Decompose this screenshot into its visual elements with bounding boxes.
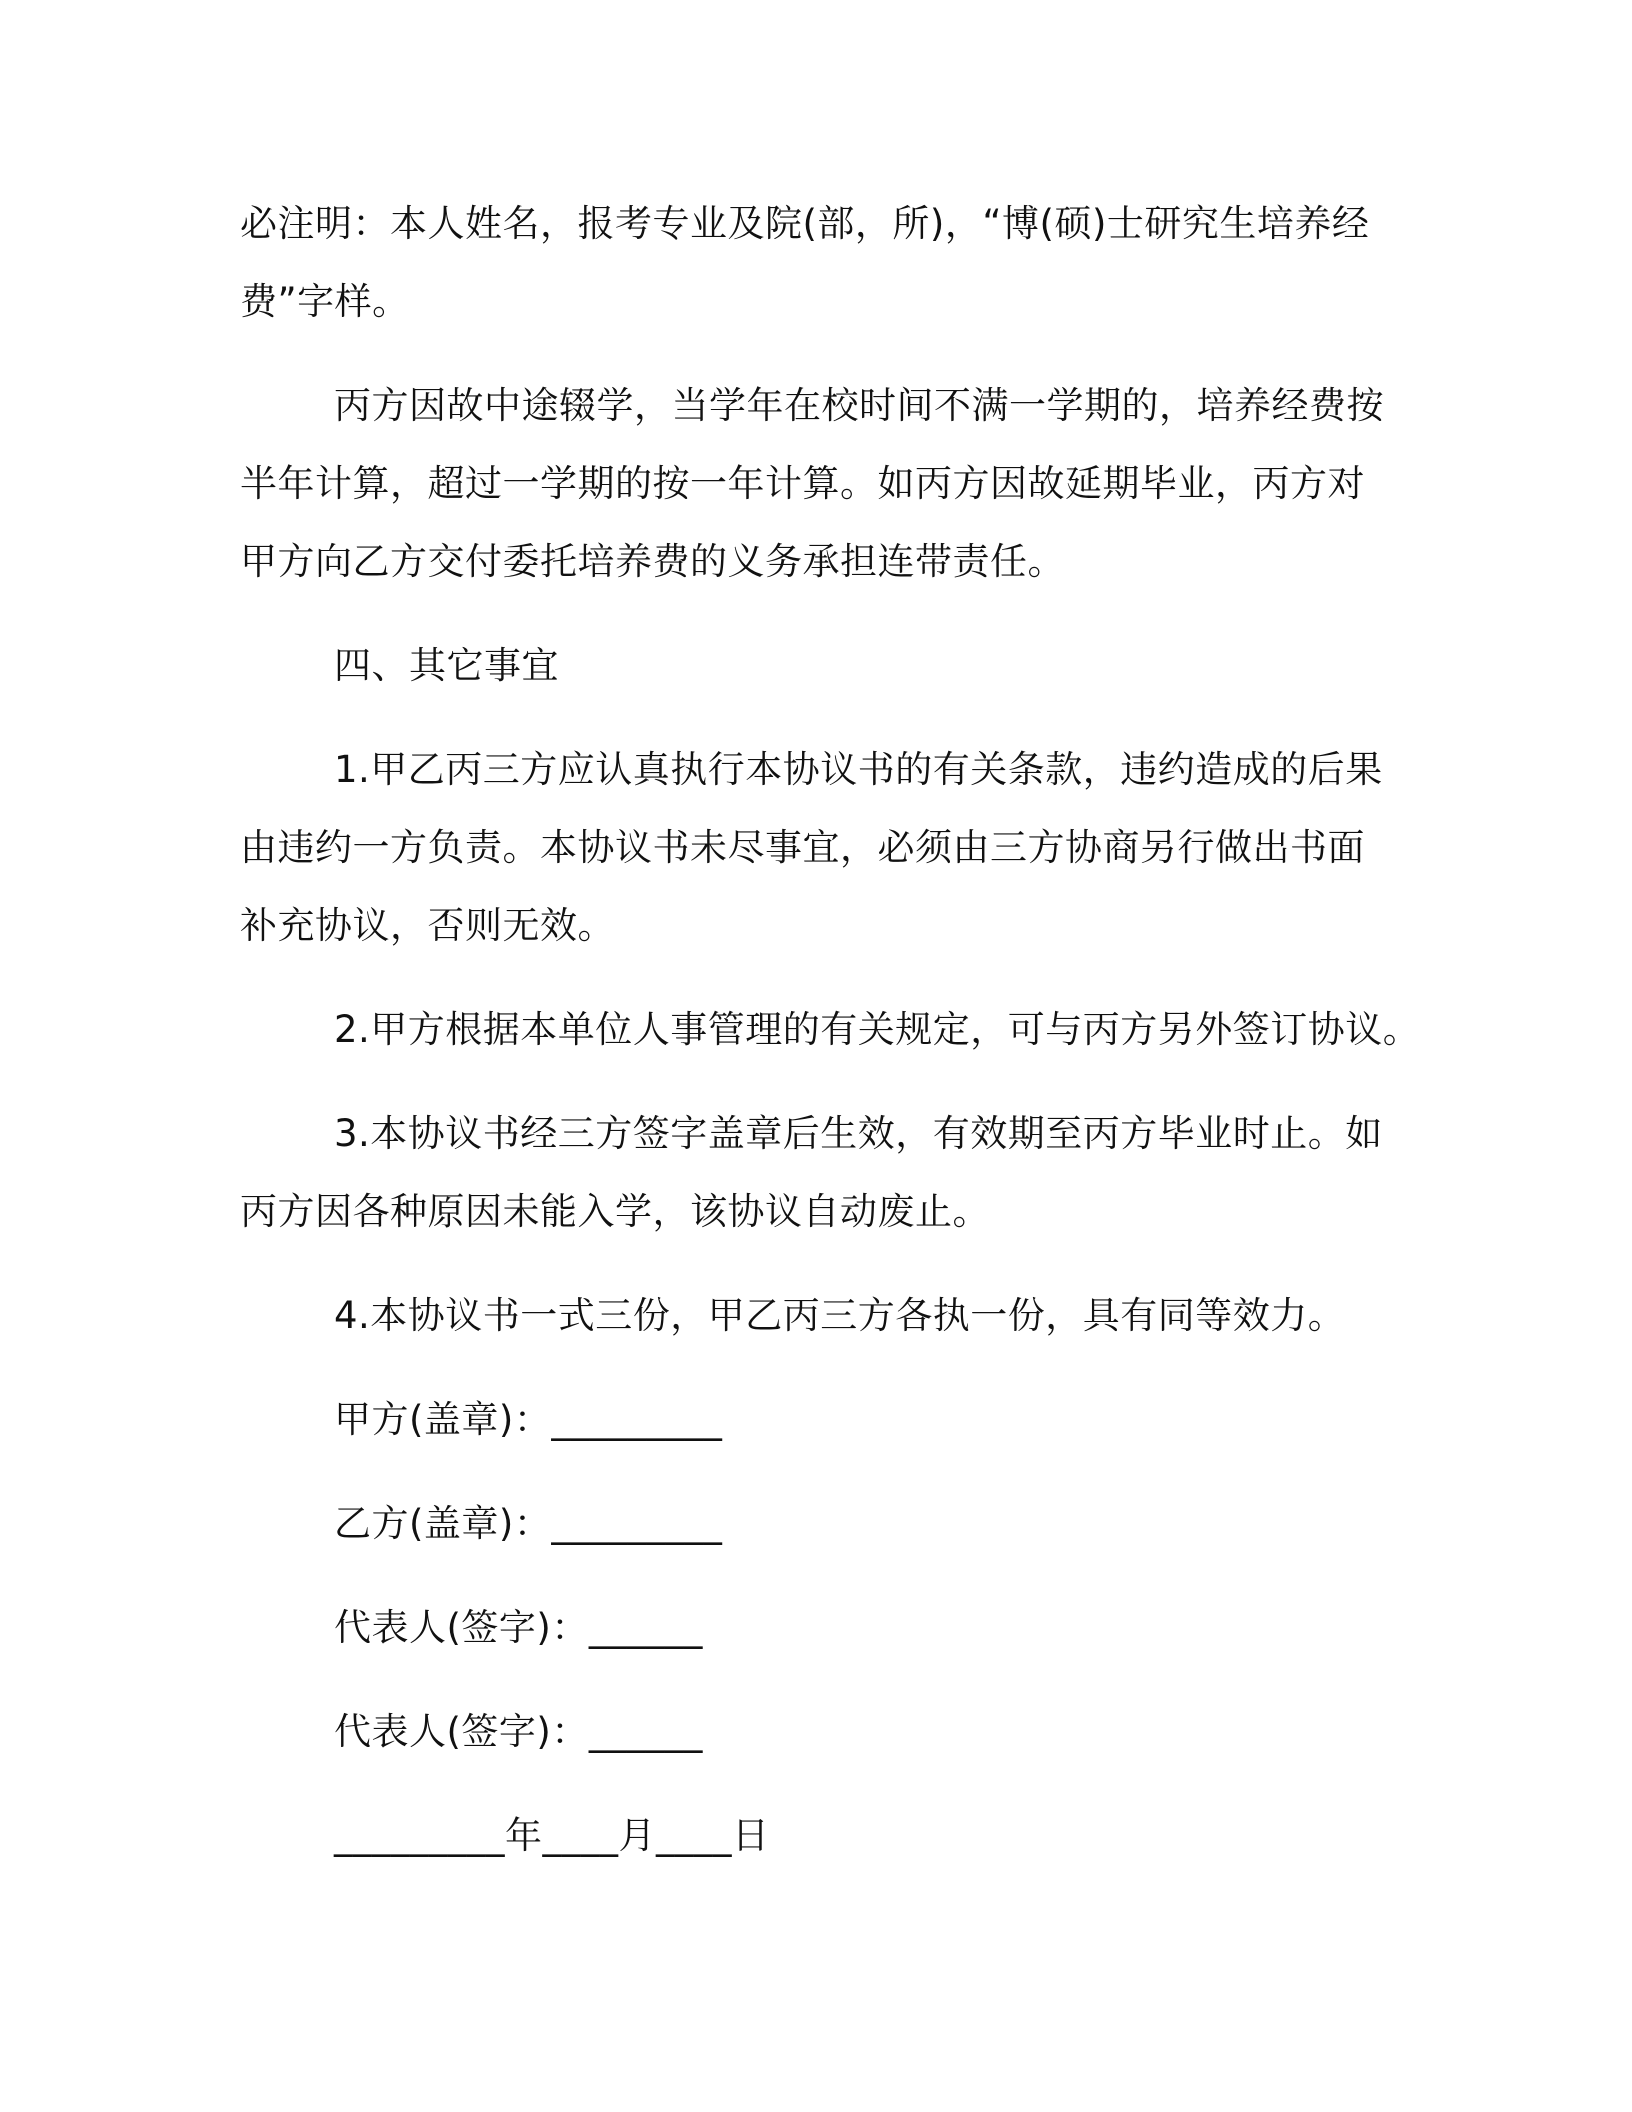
paragraph-line: 2.甲方根据本单位人事管理的有关规定，可与丙方另外签订协议。 xyxy=(334,1008,1421,1051)
signature-party-b: 乙方(盖章)：_________ xyxy=(334,1502,723,1545)
signature-representative: 代表人(签字)：______ xyxy=(334,1606,703,1649)
signature-party-a: 甲方(盖章)：_________ xyxy=(334,1398,723,1441)
signature-representative: 代表人(签字)：______ xyxy=(334,1710,703,1753)
paragraph-line: 补充协议，否则无效。 xyxy=(240,904,615,947)
paragraph-line: 4.本协议书一式三份，甲乙丙三方各执一份，具有同等效力。 xyxy=(334,1294,1346,1337)
paragraph-line: 由违约一方负责。本协议书未尽事宜，必须由三方协商另行做出书面 xyxy=(240,826,1365,869)
paragraph-line: 半年计算，超过一学期的按一年计算。如丙方因故延期毕业，丙方对 xyxy=(240,462,1365,505)
document-body xyxy=(240,185,1421,1875)
paragraph-line: 3.本协议书经三方签字盖章后生效，有效期至丙方毕业时止。如 xyxy=(334,1112,1383,1155)
section-heading: 四、其它事宜 xyxy=(334,644,559,687)
paragraph-line: 甲方向乙方交付委托培养费的义务承担连带责任。 xyxy=(240,540,1065,583)
paragraph-line: 丙方因故中途辍学，当学年在校时间不满一学期的，培养经费按 xyxy=(334,384,1384,427)
paragraph-line: 丙方因各种原因未能入学，该协议自动废止。 xyxy=(240,1190,990,1233)
paragraph-line: 1.甲乙丙三方应认真执行本协议书的有关条款，违约造成的后果 xyxy=(334,748,1383,791)
signature-date: _________年____月____日 xyxy=(334,1814,770,1857)
paragraph-line: 费”字样。 xyxy=(240,280,410,323)
paragraph-line: 必注明：本人姓名，报考专业及院(部，所)，“博(硕)士研究生培养经 xyxy=(240,202,1370,245)
